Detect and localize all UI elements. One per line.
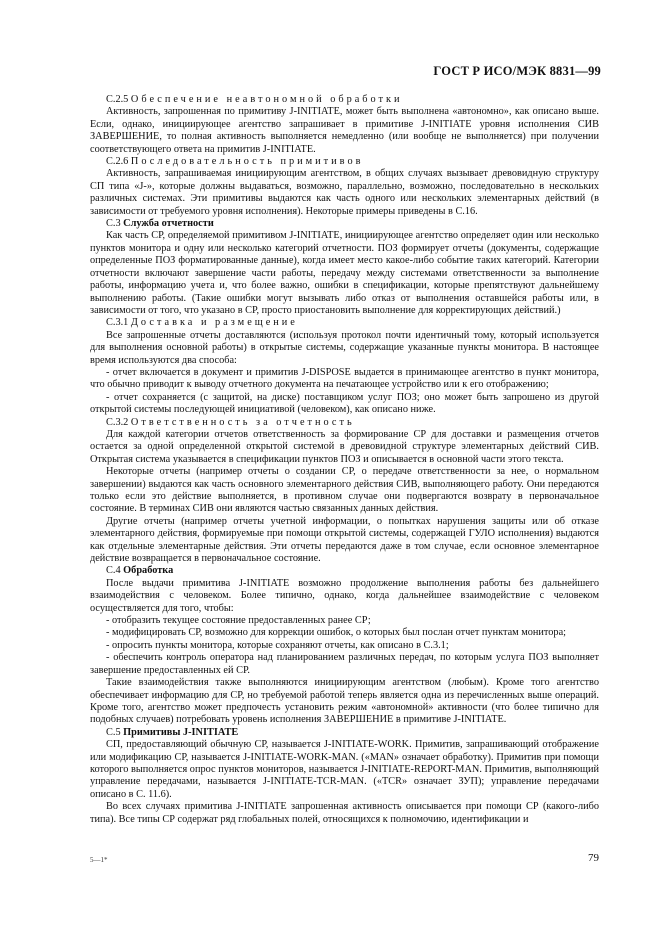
section-title: Служба отчетности <box>123 218 214 230</box>
section-title: Примитивы J-INITIATE <box>123 726 239 738</box>
page-number: 79 <box>588 852 599 864</box>
section-title: Доставка и размещение <box>130 317 298 329</box>
section-number: С.5 <box>106 726 121 738</box>
section-number: С.2.5 <box>106 94 129 105</box>
section-title: Обеспечение неавтономной обработки <box>130 94 403 105</box>
section-heading <box>90 94 599 106</box>
paragraph: - опросить пункты монитора, которые сохраняют отчеты, как описано в С.3.1; <box>106 639 449 651</box>
section-heading <box>90 156 599 168</box>
paragraph: - обеспечить контроль оператора над планированием различных передач, по которым услуга ПОЗ выполняет завершение предоставленных ей СР. <box>90 652 599 676</box>
paragraph: Для каждой категории отчетов ответственность за формирование СР для доставки и размещения отчетов остается за одной определенной открытой системой в древовидной структуре элементарных действий СИВ. Открытая система указывается в спецификации пунктов ПОЗ и описывается в основной части этого текста. <box>90 428 599 465</box>
paragraph: Все запрошенные отчеты доставляются (используя протокол почти идентичный тому, который используется для выполнения основной работы) в открытые системы, содержащие указанные пункты монитора. В настоящее время используются два способа: <box>90 329 599 366</box>
section-heading <box>90 565 599 577</box>
paragraph: - отчет сохраняется (с защитой, на диске) поставщиком услуг ПОЗ; оно может быть запрошено из другой открытой системы последующей инициативой (человеком), как описано ниже. <box>90 391 599 416</box>
section-heading <box>90 417 599 429</box>
paragraph: Активность, запрашиваемая инициирующим агентством, в общих случаях вызывает древовидную структуру СП типа «J-», которые должны выдаваться, возможно, параллельно, возможно, последовательно в нескольких различных системах. Эти примитивы выдаются как часть одного или нескольких элементарных действий (в зависимости от требуемого уровня исполнения). Некоторые примеры приведены в С.16. <box>90 168 599 217</box>
paragraph: - модифицировать СР, возможно для коррекции ошибок, о которых был послан отчет пунктам монитора; <box>106 627 567 639</box>
section-title: Обработка <box>123 565 174 577</box>
document-body <box>90 94 599 826</box>
section-heading <box>90 317 599 329</box>
paragraph: СП, предоставляющий обычную СР, называется J-INITIATE-WORK. Примитив, запрашивающий отображение или модификацию СР, называется J-INITIATE-WORK-MAN. («MAN» означает обработку). Примитив при помощи которого выполняется опрос пунктов мониторов, называется J-INITIATE-REPORT-MAN. Примитив, выполняющий управление передачами, называется J-INITIATE-TCR-MAN. («TCR» означает ЗУП); управление передачами описано в С. 11.6). <box>90 739 599 800</box>
section-number: С.2.6 <box>106 156 129 168</box>
paragraph: Во всех случаях примитива J-INITIATE запрошенная активность описывается при помощи СР (какого-либо типа). Все типы СР содержат ряд глобальных полей, относящихся к полномочию, идентификации и <box>90 801 599 825</box>
section-heading <box>90 218 599 230</box>
paragraph: Как часть СР, определяемой примитивом J-INITIATE, инициирующее агентство определяет один или несколько пунктов монитора и одну или несколько категорий отчетности. ПОЗ формирует отчеты (документы, содержащие определенные ПОЗ форматированные данные), когда имеет место какое-либо событие таких категорий. Категории отчетности включают завершение части работы, передачу между системами ответственности за выполнение работы, информацию учета и, что более важно, ошибки в спецификации, которые препятствуют дальнейшему выполнению работы. (Такие ошибки могут вызывать либо отказ от выполнения оставшейся работы или, в зависимости от того, что указано в СР, просто приостановить выполнение для корректирующих действий.) <box>90 230 599 316</box>
paragraph: После выдачи примитива J-INITIATE возможно продолжение выполнения работы без дальнейшего взаимодействия с человеком. Более типично, однако, когда дальнейшее взаимодействие с человеком осуществляется для того, чтобы: <box>90 577 599 614</box>
paragraph: Такие взаимодействия также выполняются инициирующим агентством (любым). Кроме того агентство обеспечивает информацию для СР, но требуемой работой теперь является одна из перечисленных выше операций. Кроме того, агентство может предпочесть установить режим «автономной» активности (что более типично для подобных случаев) потребовать уровень исполнения ЗАВЕРШЕНИЕ в примитиве J-INITIATE. <box>90 677 599 726</box>
section-number: С.3.1 <box>106 317 129 329</box>
section-title: Ответственность за отчетность <box>130 416 355 428</box>
section-title: Последовательность примитивов <box>130 156 364 168</box>
paragraph: Другие отчеты (например отчеты учетной информации, о попытках нарушения защиты или об отказе элементарного действия, формируемые при помощи открытой системы, содержащей ГУЛО исполнения) выдаются как отдельные элементарные действия. Эти отчеты передаются даже в том случае, если основное элементарное действие возвращается в первоначальное состояние. <box>90 515 599 565</box>
section-heading <box>90 727 599 739</box>
paragraph: Активность, запрошенная по примитиву J-INITIATE, может быть выполнена «автономно», как описано выше. Если, однако, инициирующее агентство запрашивает в примитиве J-INITIATE уровня исполнения СИВ ЗАВЕРШЕНИЕ, то полная активность выполняется немедленно (или вообще не выполняется) при получении соответствующего ответа на примитив J-INITIATE. <box>90 106 599 155</box>
footer-mark: 5—1* <box>90 856 108 864</box>
standard-header: ГОСТ Р ИСО/МЭК 8831—99 <box>433 64 601 78</box>
section-number: С.3 <box>106 218 121 230</box>
paragraph: - отобразить текущее состояние предоставленных ранее СР; <box>106 615 371 627</box>
section-number: С.3.2 <box>106 416 129 428</box>
paragraph: Некоторые отчеты (например отчеты о создании СР, о передаче ответственности за нее, о нормальном завершении) выдаются как часть основного элементарного действия СИВ, выполняющего работу. Они передаются только если это действие выполняется, в противном случае они подвергаются возврату в первоначальное состояние. В терминах СИВ они являются частью связанных данных действия. <box>90 466 599 515</box>
section-number: С.4 <box>106 565 121 577</box>
paragraph: - отчет включается в документ и примитив J-DISPOSE выдается в принимающее агентство в пункт монитора, что обычно приводит к выводу отчетного документа на печатающее устройство или к его отображению; <box>90 366 599 391</box>
